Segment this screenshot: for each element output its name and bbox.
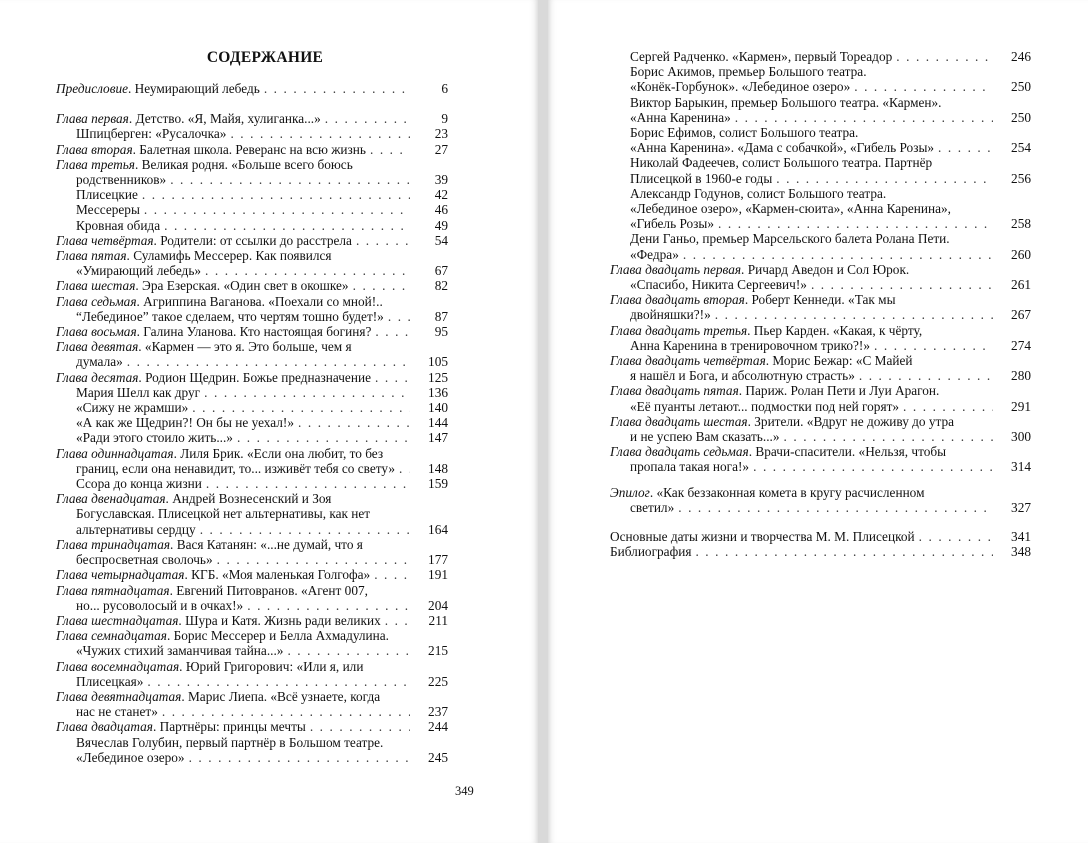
dot-leader [776,171,993,186]
toc-entry-text: Библиография [610,544,692,560]
dot-leader [718,216,993,231]
toc-entry [56,111,448,126]
toc-page-number: 27 [434,141,448,157]
dot-leader [142,187,410,202]
dot-leader [938,140,993,155]
toc-entry [56,370,448,385]
page-title: СОДЕРЖАНИЕ [206,49,324,66]
toc-entry-text: двойняшки?!» [630,307,711,323]
toc-page-number: 67 [434,263,448,279]
toc-entry [56,735,448,765]
toc-entry-text: Глава девятая. «Кармен — это я. Это больше, чем я [56,339,352,355]
toc-entry [56,218,448,233]
dot-leader [200,522,410,537]
toc-entry-text: Плисецкой в 1960-е годы [630,170,773,186]
toc-page-number: 95 [434,324,448,340]
toc-entry-text: Глава десятая. Родион Щедрин. Божье предназначение [56,369,371,385]
toc-entry [610,186,1031,232]
toc-entry-text: Глава девятнадцатая. Марис Лиепа. «Всё узнаете, когда [56,688,381,704]
toc-entry [610,353,1031,383]
dot-leader [353,278,410,293]
dot-leader [325,111,410,126]
toc-entry [56,339,448,369]
toc-entry-text: Глава четырнадцатая. КГБ. «Моя маленькая Голгофа» [56,567,371,583]
toc-page-number: 300 [1011,429,1031,445]
dot-leader [374,567,410,582]
toc-page-number: 6 [441,81,448,96]
toc-page-number: 42 [434,187,448,203]
toc-entry [610,125,1031,155]
toc-entry-text: светил» [630,499,675,515]
toc-page-number: 267 [1011,307,1031,323]
toc-entry-text: беспросветная сволочь» [76,552,213,568]
toc-entry [56,719,448,734]
toc-page-number: 314 [1011,459,1031,475]
toc-entry [610,262,1031,292]
toc-entry-text: «Федра» [630,246,679,262]
toc-page-number: 46 [434,202,448,218]
toc-page-number: 258 [1011,216,1031,232]
toc-entry-text: “Лебединое” такое сделаем, что чертям тошно будет!» [76,308,384,324]
toc-entry-text: «Анна Каренина». «Дама с собачкой», «Гибель Розы» [630,140,935,156]
toc-entry [610,383,1031,413]
toc-entry [56,628,448,658]
dot-leader [695,544,993,559]
toc-entry [610,292,1031,322]
dot-leader [144,202,410,217]
toc-entry [56,689,448,719]
dot-leader [237,430,410,445]
toc-entry-text: Мария Шелл как друг [76,384,201,400]
toc-page-number: 136 [428,384,448,400]
dot-leader [683,247,993,262]
toc-entry [56,157,448,187]
page-number: 349 [455,784,474,798]
toc-entry [56,294,448,324]
dot-leader [370,142,410,157]
dot-leader [678,500,993,515]
toc-page-number: 144 [428,415,448,431]
toc-entry-text: Сергей Радченко. «Кармен», первый Тореадор [630,49,893,64]
toc-page-number: 237 [428,704,448,720]
toc-entry-text: Шпицберген: «Русалочка» [76,126,227,142]
toc-entry-text: Анна Каренина в тренировочном трико?!» [630,337,871,353]
dot-leader [854,79,993,94]
toc-entry [56,126,448,141]
toc-entry [56,446,448,476]
toc-entry-text: Глава двадцать третья. Пьер Карден. «Какая, к чёрту, [610,322,923,338]
toc-entry-text: думала» [76,354,123,370]
toc-entry-text: альтернативы сердцу [76,521,196,537]
toc-entry [610,544,1031,559]
toc-entry-text: Глава семнадцатая. Борис Мессерер и Белла Ахмадулина. [56,628,390,644]
dot-leader [811,277,993,292]
toc-entry-text: я нашёл и Бога, и абсолютную страсть» [630,368,855,384]
toc-entry [56,430,448,445]
toc-entry-text: «Спасибо, Никита Сергеевич!» [630,277,807,293]
toc-entry-text: «Лебединое озеро» [76,749,185,765]
toc-page-number: 140 [428,400,448,416]
toc-page-number: 23 [434,126,448,142]
dot-leader [903,399,993,414]
toc-entry [56,324,448,339]
toc-entry-text: но... русоволосый и в очках!» [76,597,244,613]
toc-entry [56,491,448,537]
toc-entry-text: «Конёк-Горбунок». «Лебединое озеро» [630,79,851,95]
toc-entry [56,385,448,400]
toc-page-number: 250 [1011,109,1031,125]
toc-list-right [610,49,1031,560]
dot-leader [874,338,993,353]
toc-entry-text: «Гибель Розы» [630,216,715,232]
toc-entry [56,142,448,157]
toc-page-number: 39 [434,172,448,188]
dot-leader [204,385,410,400]
dot-leader [162,704,410,719]
toc-entry-text: Богуславская. Плисецкой нет альтернативы, как нет [76,506,371,522]
toc-entry-text: Предисловие. Неумирающий лебедь [56,81,260,96]
toc-page-number: 254 [1011,140,1031,156]
dot-leader [206,476,410,491]
dot-leader [189,750,410,765]
toc-page-number: 177 [428,552,448,568]
toc-entry-text: Глава двадцать четвёртая. Морис Бежар: «С Майей [610,353,913,369]
toc-entry-text: Глава первая. Детство. «Я, Майя, хулиганка...» [56,111,321,127]
toc-entry-text: пропала такая нога!» [630,459,750,475]
toc-page-number: 261 [1011,277,1031,293]
toc-entry [56,278,448,293]
right-page [548,0,1088,843]
toc-entry-text: Плисецкие [76,187,138,203]
toc-entry [56,248,448,278]
toc-entry [56,659,448,689]
toc-page-number: 250 [1011,79,1031,95]
left-page [0,0,538,843]
toc-entry-text: и не успею Вам сказать...» [630,429,780,445]
toc-page-number: 147 [428,430,448,446]
toc-entry-text: Глава третья. Великая родня. «Больше всего боюсь [56,156,353,172]
dot-leader [735,110,993,125]
toc-entry-text: «Анна Каренина» [630,109,731,125]
toc-page-number: 274 [1011,337,1031,353]
toc-page-number: 291 [1011,398,1031,414]
dot-leader [896,49,993,64]
toc-entry [610,529,1031,544]
toc-page-number: 9 [441,111,448,127]
toc-entry-text: Глава восемнадцатая. Юрий Григорович: «Или я, или [56,658,364,674]
toc-page-number: 105 [428,354,448,370]
toc-entry-text: «А как же Щедрин?! Он бы не уехал!» [76,415,295,431]
dot-leader [298,415,410,430]
toc-entry-text: Глава двадцать вторая. Роберт Кеннеди. «Так мы [610,292,896,308]
dot-leader [147,674,410,689]
toc-entry-text: Глава восьмая. Галина Уланова. Кто настоящая богиня? [56,324,372,340]
dot-leader [753,459,993,474]
toc-page-number: 204 [428,597,448,613]
dot-leader [230,126,410,141]
toc-entry-text: Глава двадцать первая. Ричард Аведон и Сол Юрок. [610,261,910,277]
toc-entry-text: Ссора до конца жизни [76,476,202,492]
dot-leader [715,307,993,322]
toc-entry-text: Глава вторая. Балетная школа. Реверанс на всю жизнь [56,141,366,157]
toc-page-number: 49 [434,217,448,233]
dot-leader [375,324,410,339]
toc-entry-text: Дени Ганьо, премьер Марсельского балета Ролана Пети. [630,231,950,247]
toc-entry [610,485,1031,515]
toc-entry-text: Глава седьмая. Агриппина Ваганова. «Поехали со мной!.. [56,293,383,309]
dot-leader [919,529,993,544]
toc-entry-text: Виктор Барыкин, премьер Большого театра. «Кармен». [630,94,942,110]
dot-leader [859,368,993,383]
toc-entry-text: Александр Годунов, солист Большого театра. [630,185,887,201]
toc-entry-text: Глава шестая. Эра Езерская. «Один свет в окошке» [56,278,349,294]
toc-entry [56,81,448,96]
dot-leader [264,81,410,96]
toc-entry-text: Глава тринадцатая. Вася Катанян: «...не думай, что я [56,536,363,552]
toc-page-number: 215 [428,643,448,659]
toc-entry-text: Глава двенадцатая. Андрей Вознесенский и Зоя [56,491,332,507]
toc-page-number: 54 [434,232,448,248]
dot-leader [170,172,410,187]
dot-leader [385,613,410,628]
dot-leader [310,719,410,734]
dot-leader [287,643,410,658]
toc-entry [56,583,448,613]
toc-page-number: 244 [428,719,448,735]
toc-entry-text: «Чужих стихий заманчивая тайна...» [76,643,284,659]
toc-entry-text: Кровная обида [76,217,161,233]
toc-entry-text: «Лебединое озеро», «Кармен-сюита», «Анна Каренина», [630,201,951,217]
dot-leader [217,552,410,567]
dot-leader [205,263,410,278]
toc-entry-text: Плисецкая» [76,673,144,689]
dot-leader [375,370,410,385]
toc-page-number: 260 [1011,246,1031,262]
dot-leader [388,309,410,324]
toc-page-number: 341 [1011,529,1031,545]
toc-page-number: 245 [428,749,448,765]
dot-leader [164,218,410,233]
toc-entry-text: родственников» [76,172,167,188]
toc-page-number: 82 [434,278,448,294]
toc-page-number: 280 [1011,368,1031,384]
toc-entry [610,323,1031,353]
toc-entry-text: «Умирающий лебедь» [76,263,202,279]
toc-entry [56,567,448,582]
toc-entry-text: Мессереры [76,202,140,218]
toc-entry [56,400,448,415]
toc-page-number: 246 [1011,49,1031,64]
toc-entry-text: Глава четвёртая. Родители: от ссылки до расстрела [56,232,352,248]
toc-entry-text: Эпилог. «Как беззаконная комета в кругу расчисленном [610,484,925,500]
toc-entry [610,444,1031,474]
toc-page-number: 191 [428,567,448,583]
toc-entry-text: «Сижу не жрамши» [76,400,189,416]
toc-entry-text: Основные даты жизни и творчества М. М. Плисецкой [610,529,915,545]
dot-leader [399,461,410,476]
toc-page-number: 164 [428,521,448,537]
toc-page-number: 125 [428,369,448,385]
toc-entry-text: «Её пуанты летают... подмостки под ней горят» [630,398,900,414]
dot-leader [127,354,410,369]
toc-page-number: 211 [428,612,448,628]
toc-entry [610,95,1031,125]
toc-entry-text: Глава пятнадцатая. Евгений Питовранов. «Агент 007, [56,582,368,598]
toc-entry-text: Глава одиннадцатая. Лиля Брик. «Если она любит, то без [56,445,384,461]
toc-entry [610,155,1031,185]
toc-entry [610,414,1031,444]
toc-entry-text: Борис Ефимов, солист Большого театра. [630,125,859,141]
toc-entry [610,231,1031,261]
toc-entry-text: Глава двадцать шестая. Зрители. «Вдруг не доживу до утра [610,413,955,429]
toc-entry [56,537,448,567]
toc-entry-text: Глава двадцать седьмая. Врачи-спасители. «Нельзя, чтобы [610,444,947,460]
toc-page-number: 87 [434,308,448,324]
toc-page-number: 225 [428,673,448,689]
toc-entry [56,476,448,491]
toc-entry [56,613,448,628]
toc-entry [56,233,448,248]
toc-list-left [56,81,448,765]
toc-page-number: 327 [1011,499,1031,515]
dot-leader [192,400,410,415]
toc-entry-text: Вячеслав Голубин, первый партнёр в Большом театре. [76,734,384,750]
toc-entry [610,64,1031,94]
toc-entry-text: «Ради этого стоило жить...» [76,430,233,446]
toc-entry-text: границ, если она ненавидит, то... изживёт тебя со свету» [76,460,396,476]
toc-page-number: 148 [428,460,448,476]
toc-entry-text: Глава шестнадцатая. Шура и Катя. Жизнь ради великих [56,612,381,628]
toc-page-number: 159 [428,476,448,492]
toc-page-number: 348 [1011,544,1031,560]
toc-entry [610,49,1031,64]
toc-entry-text: Глава двадцать пятая. Париж. Ролан Пети и Луи Арагон. [610,383,940,399]
toc-page-number: 256 [1011,170,1031,186]
toc-entry [56,202,448,217]
toc-entry [56,415,448,430]
dot-leader [247,598,410,613]
toc-entry-text: Глава пятая. Суламифь Мессерер. Как появился [56,248,332,264]
dot-leader [784,429,994,444]
toc-entry-text: Борис Акимов, премьер Большого театра. [630,64,867,80]
toc-entry-text: Глава двадцатая. Партнёры: принцы мечты [56,719,306,735]
dot-leader [356,233,410,248]
toc-entry-text: Николай Фадеечев, солист Большого театра. Партнёр [630,155,933,171]
toc-entry-text: нас не станет» [76,704,158,720]
toc-entry [56,187,448,202]
